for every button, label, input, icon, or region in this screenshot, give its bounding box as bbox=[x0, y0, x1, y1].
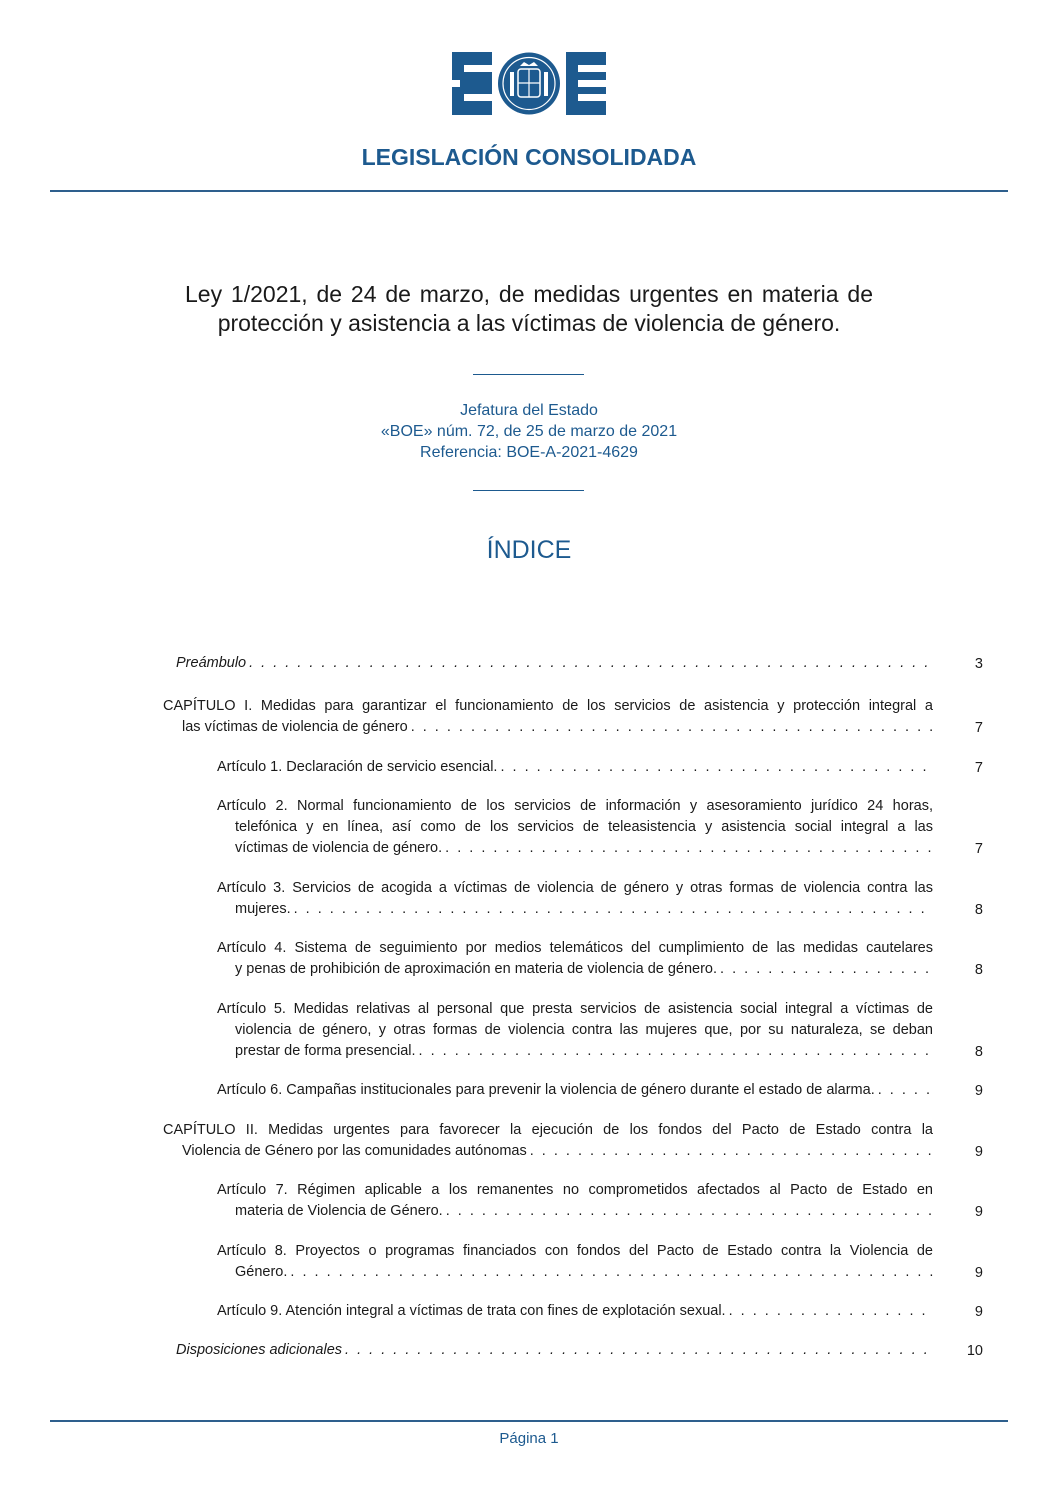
toc-entry-title: mujeres. bbox=[235, 901, 291, 917]
toc-page-number: 9 bbox=[974, 1265, 983, 1281]
toc-page-number: 8 bbox=[974, 902, 983, 918]
toc-page-number: 10 bbox=[966, 1343, 983, 1359]
toc-entry[interactable] bbox=[217, 1180, 933, 1222]
toc-leader-dots bbox=[445, 838, 933, 859]
toc-entry[interactable] bbox=[217, 878, 933, 920]
toc-leader-dots bbox=[345, 1340, 933, 1361]
toc-leader-dots bbox=[294, 899, 933, 920]
toc-page-number: 9 bbox=[974, 1304, 983, 1320]
toc-page-number: 7 bbox=[974, 760, 983, 776]
header-title: LEGISLACIÓN CONSOLIDADA bbox=[361, 144, 697, 170]
toc-entry-line: Artículo 7. Régimen aplicable a los remanentes no comprometidos afectados al Pacto de Estado en bbox=[217, 1182, 933, 1198]
toc-page-number: 7 bbox=[974, 720, 983, 736]
toc-entry-line: CAPÍTULO II. Medidas urgentes para favorecer la ejecución de los fondos del Pacto de Estado contra la bbox=[163, 1122, 933, 1138]
toc-entry-title: Violencia de Género por las comunidades autónomas bbox=[182, 1143, 527, 1159]
toc-entry-title: Artículo 6. Campañas institucionales para prevenir la violencia de género durante el estado de alarma. bbox=[217, 1082, 875, 1098]
toc-entry-title: Disposiciones adicionales bbox=[176, 1342, 343, 1358]
toc-entry[interactable] bbox=[217, 1301, 933, 1322]
page-number-label: Página 1 bbox=[499, 1430, 559, 1447]
toc-leader-dots bbox=[530, 1141, 933, 1162]
toc-page-number: 3 bbox=[974, 656, 983, 672]
toc-entry-line: telefónica y en línea, así como de los servicios de teleasistencia y asistencia social integral a las bbox=[235, 819, 933, 835]
toc-entry-title: prestar de forma presencial. bbox=[235, 1043, 416, 1059]
toc-page-number: 8 bbox=[974, 1044, 983, 1060]
toc-entry-line: Artículo 8. Proyectos o programas financiados con fondos del Pacto de Estado contra la Violencia de bbox=[217, 1243, 933, 1259]
toc-entry-title: materia de Violencia de Género. bbox=[235, 1203, 443, 1219]
toc-entry[interactable] bbox=[217, 1080, 933, 1101]
toc-entry-title: y penas de prohibición de aproximación en materia de violencia de género. bbox=[235, 961, 718, 977]
separator bbox=[473, 374, 584, 375]
toc-entry-title: Género. bbox=[235, 1264, 288, 1280]
toc-entry[interactable] bbox=[217, 757, 933, 778]
boe-logo-icon bbox=[452, 52, 606, 115]
toc-entry[interactable] bbox=[217, 938, 933, 980]
header-divider bbox=[50, 190, 1008, 192]
toc-leader-dots bbox=[878, 1080, 933, 1101]
toc-page-number: 8 bbox=[974, 962, 983, 978]
toc-entry-title: víctimas de violencia de género. bbox=[235, 840, 443, 856]
reference: Referencia: BOE-A-2021-4629 bbox=[420, 444, 638, 461]
toc-entry-line: Artículo 2. Normal funcionamiento de los servicios de información y asesoramiento jurídico 24 horas, bbox=[217, 798, 933, 814]
document-title: Ley 1/2021, de 24 de marzo, de medidas urgentes en materia de protección y asistencia a las víctimas de violencia de género. bbox=[185, 281, 873, 336]
toc-leader-dots bbox=[290, 1262, 933, 1283]
toc-leader-dots bbox=[720, 959, 933, 980]
toc-entry-title: Artículo 1. Declaración de servicio esencial. bbox=[217, 759, 498, 775]
toc-page-number: 9 bbox=[974, 1204, 983, 1220]
toc-page-number: 9 bbox=[974, 1083, 983, 1099]
toc-leader-dots bbox=[729, 1301, 933, 1322]
toc-leader-dots bbox=[249, 653, 933, 674]
footer-divider bbox=[50, 1420, 1008, 1422]
toc-entry-title: Preámbulo bbox=[176, 655, 247, 671]
toc-entry[interactable] bbox=[176, 653, 933, 674]
toc-entry[interactable] bbox=[163, 696, 933, 738]
toc-entry-line: Artículo 3. Servicios de acogida a víctimas de violencia de género y otras formas de violencia contra las bbox=[217, 880, 933, 896]
toc-entry[interactable] bbox=[163, 1120, 933, 1162]
separator bbox=[473, 490, 584, 491]
toc-entry-line: Artículo 4. Sistema de seguimiento por medios telemáticos del cumplimiento de las medidas cautelares bbox=[217, 940, 933, 956]
toc-entry[interactable] bbox=[217, 796, 933, 859]
toc-entry[interactable] bbox=[176, 1340, 933, 1361]
bulletin: «BOE» núm. 72, de 25 de marzo de 2021 bbox=[380, 423, 678, 440]
toc-entry-title: Artículo 9. Atención integral a víctimas de trata con fines de explotación sexual. bbox=[217, 1303, 726, 1319]
toc-leader-dots bbox=[500, 757, 933, 778]
toc-leader-dots bbox=[446, 1201, 933, 1222]
document-metadata bbox=[0, 400, 1058, 463]
toc-entry-title: las víctimas de violencia de género bbox=[182, 719, 408, 735]
toc-leader-dots bbox=[419, 1041, 933, 1062]
toc-entry-line: CAPÍTULO I. Medidas para garantizar el funcionamiento de los servicios de asistencia y protección integral a bbox=[163, 698, 933, 714]
toc-entry-line: Artículo 5. Medidas relativas al personal que presta servicios de asistencia social integral a víctimas de bbox=[217, 1001, 933, 1017]
toc-entry[interactable] bbox=[217, 1241, 933, 1283]
toc-entry-line: violencia de género, y otras formas de violencia contra las mujeres que, por su naturaleza, se deban bbox=[235, 1022, 933, 1038]
toc-entry[interactable] bbox=[217, 999, 933, 1062]
toc-page-number: 9 bbox=[974, 1144, 983, 1160]
toc-page-number: 7 bbox=[974, 841, 983, 857]
issuer: Jefatura del Estado bbox=[460, 402, 598, 419]
toc-leader-dots bbox=[411, 717, 933, 738]
index-heading: ÍNDICE bbox=[486, 536, 572, 564]
